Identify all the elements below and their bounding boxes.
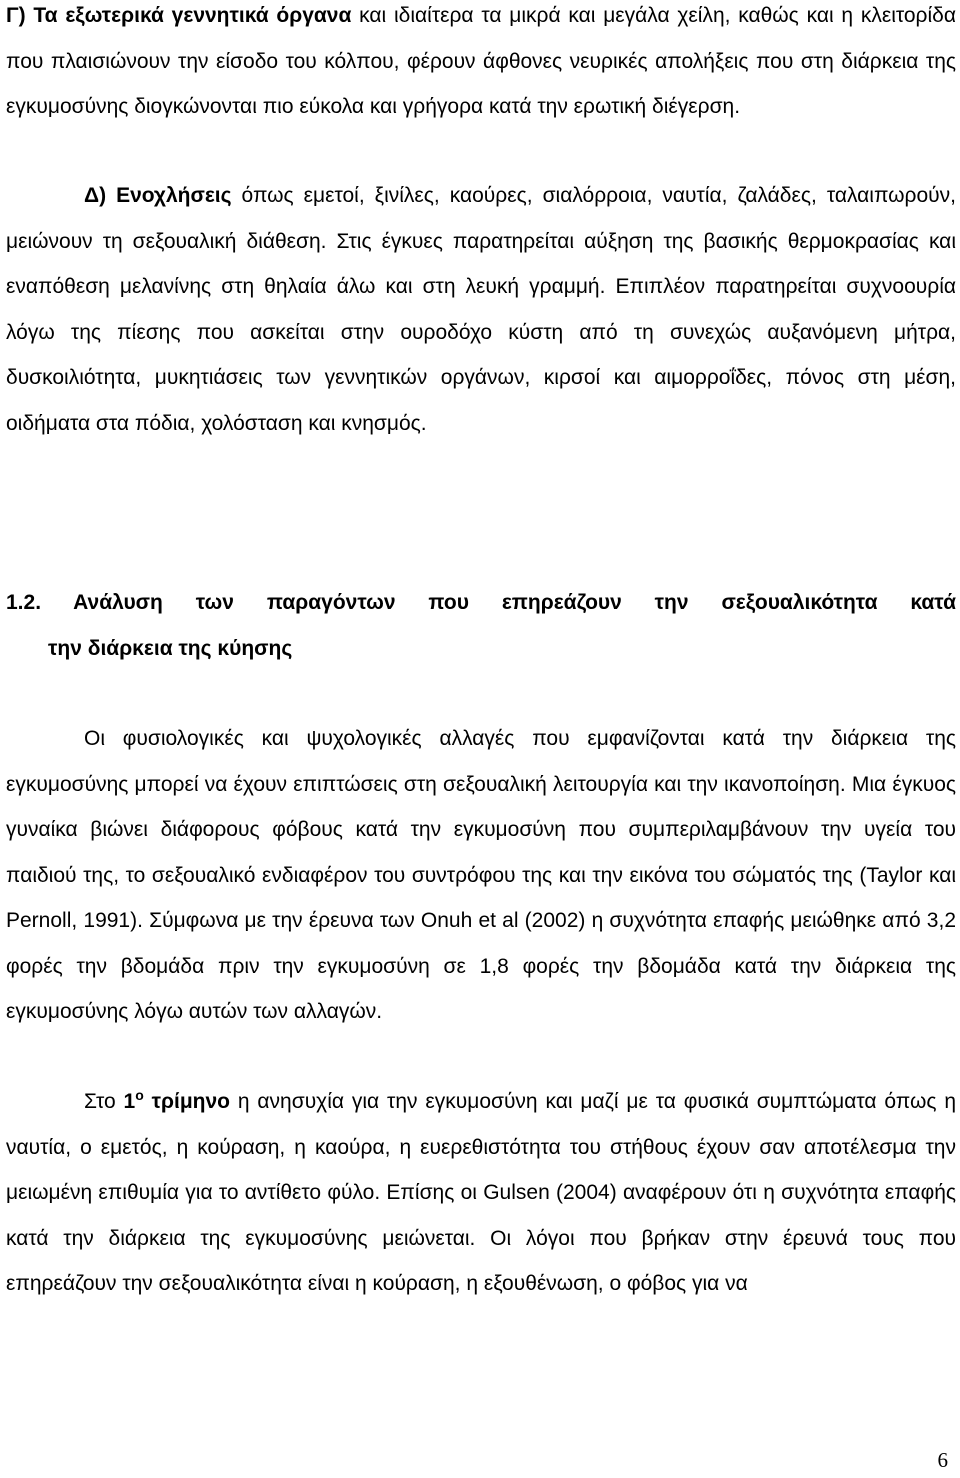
section-g-text: και ιδιαίτερα τα μικρά και μεγάλα χείλη, καθώς και η κλειτορίδα που πλαισιώνουν την είσοδο του κόλπου, φέρουν άφθονες νευρικές απολήξεις που στη διάρκεια της εγκυμοσύνης διογκώνονται πιο εύκολα και γρήγορα κατά την ερωτική διέγερση.	[6, 4, 956, 118]
section-d-text: όπως εμετοί, ξινίλες, καούρες, σιαλόρροια, ναυτία, ζαλάδες, ταλαιπωρούν, μειώνουν τη σεξουαλική διάθεση. Στις έγκυες παρατηρείται αύξηση της βασικής θερμοκρασίας και εναπόθεση μελανίνης στη θηλαία άλω και στη λευκή γραμμή. Επιπλέον παρατηρείται συχνοουρία λόγω της πίεσης που ασκείται στην ουροδόχο κύστη από τη συνεχώς αυξανόμενη μήτρα, δυσκοιλιότητα, μυκητιάσεις των γεννητικών οργάνων, κιρσοί και αιμορροΐδες, πόνος στη μέση, οιδήματα στα πόδια, χολόσταση και κνησμός.	[6, 184, 956, 435]
p2-number: 1	[123, 1090, 136, 1113]
heading-line-1: 1.2. Ανάλυση των παραγόντων που επηρεάζουν την σεξουαλικότητα κατά	[6, 591, 956, 614]
section-g-label: Γ) Τα εξωτερικά γεννητικά όργανα	[6, 4, 352, 27]
section-g-paragraph	[6, 0, 956, 130]
page-number: 6	[937, 1448, 948, 1472]
p2-bold-term: τρίμηνο	[143, 1090, 231, 1113]
body-paragraph-1: Οι φυσιολογικές και ψυχολογικές αλλαγές που εμφανίζονται κατά την διάρκεια της εγκυμοσύνης μπορεί να έχουν επιπτώσεις στη σεξουαλική λειτουργία και την ικανοποίηση. Μια έγκυος γυναίκα βιώνει διάφορους φόβους κατά την εγκυμοσύνη που συμπεριλαμβάνουν την υγεία του παιδιού της, το σεξουαλικό ενδιαφέρον του συντρόφου της και την εικόνα του σώματός της (Taylor και Pernoll, 1991). Σύμφωνα με την έρευνα των Onuh et al (2002) η συχνότητα επαφής μειώθηκε από 3,2 φορές την βδομάδα πριν την εγκυμοσύνη σε 1,8 φορές την βδομάδα κατά την διάρκεια της εγκυμοσύνης λόγω αυτών των αλλαγών.	[6, 727, 956, 1023]
heading-line-2: την διάρκεια της κύησης	[48, 636, 293, 660]
section-d-label: Δ) Ενοχλήσεις	[84, 184, 232, 207]
section-d-paragraph	[6, 173, 956, 446]
section-heading	[6, 580, 956, 671]
p2-prefix: Στο	[84, 1090, 124, 1113]
p2-ordinal: ο	[135, 1087, 144, 1103]
body-paragraph-2	[6, 1079, 956, 1307]
p2-text: η ανησυχία για την εγκυμοσύνη και μαζί με τα φυσικά συμπτώματα όπως η ναυτία, ο εμετός, η κούραση, η καούρα, η ευερεθιστότητα του στήθους έχουν σαν αποτέλεσμα την μειωμένη επιθυμία για το αντίθετο φύλο. Επίσης οι Gulsen (2004) αναφέρουν ότι η συχνότητα επαφής κατά την διάρκεια της εγκυμοσύνης μειώνεται. Οι λόγοι που βρήκαν στην έρευνά τους που επηρεάζουν την σεξουαλικότητα είναι η κούραση, η εξουθένωση, ο φόβος για να	[6, 1090, 956, 1295]
